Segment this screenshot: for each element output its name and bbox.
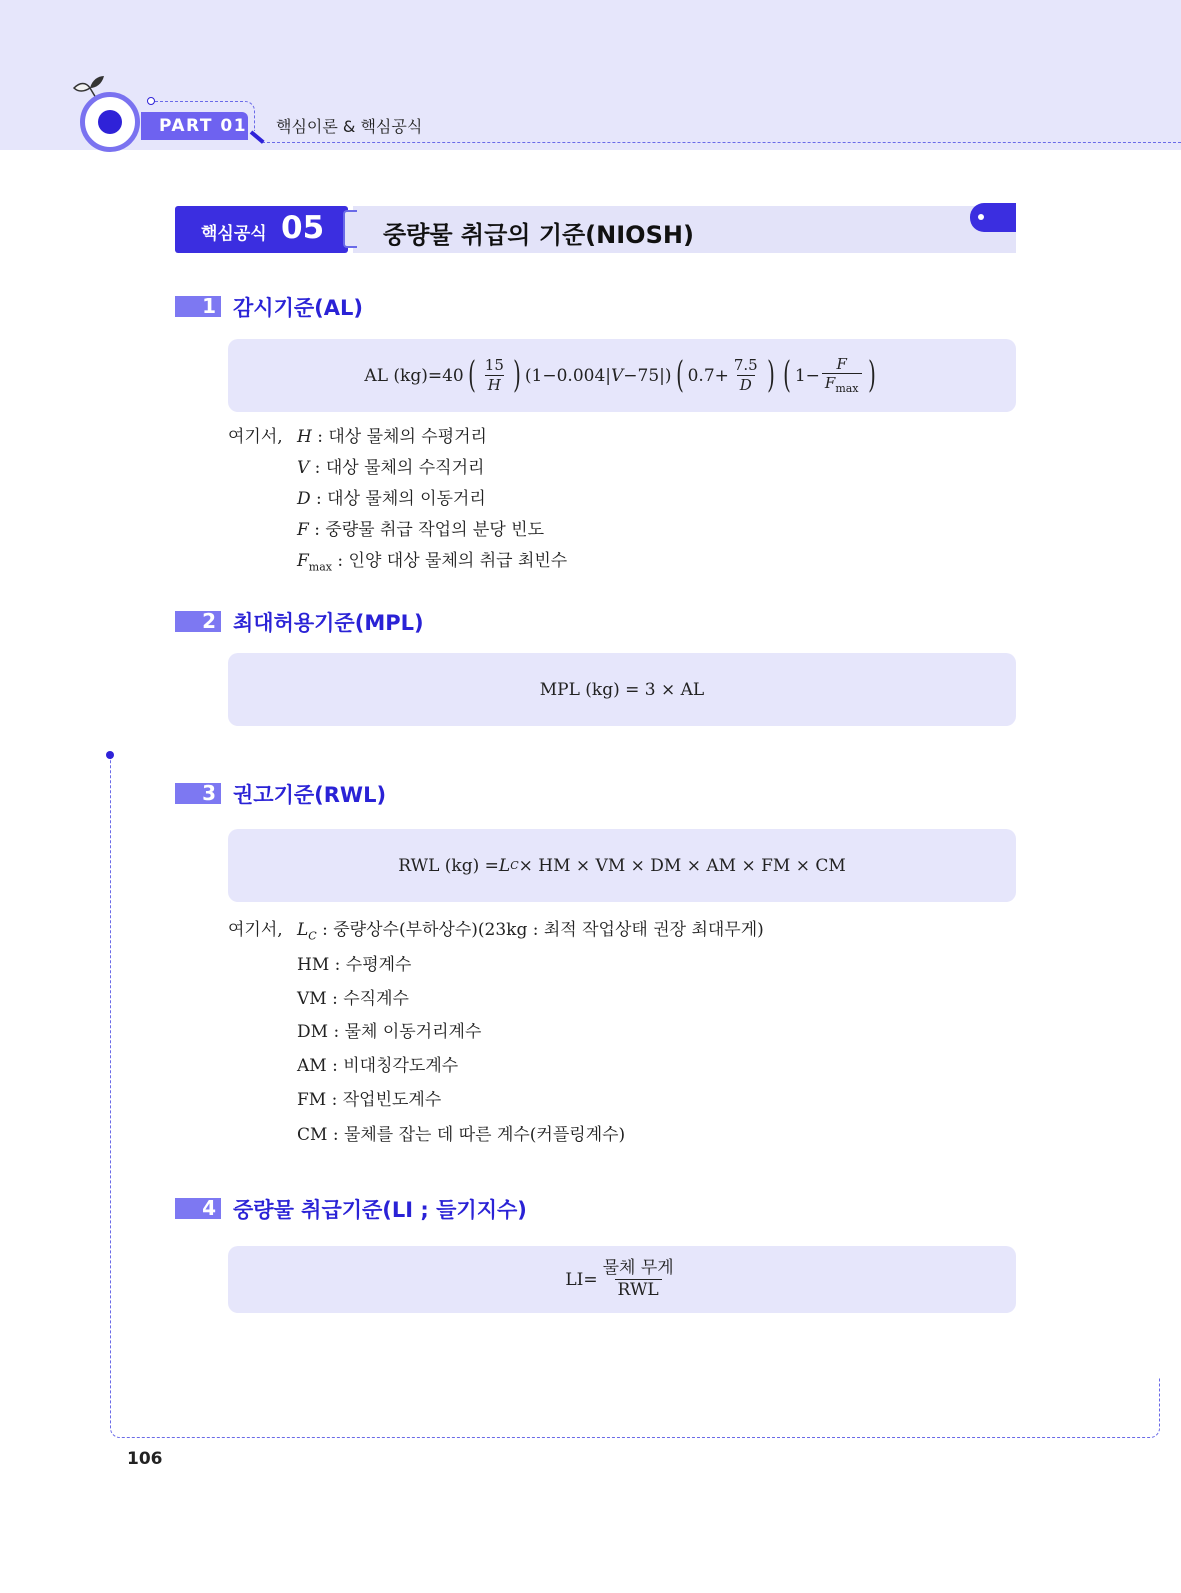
formula-mpl: MPL (kg) = 3 × AL	[539, 679, 705, 700]
section-number-box: 2	[175, 611, 221, 632]
page-number: 106	[127, 1449, 163, 1469]
formula-box-mpl	[228, 653, 1016, 726]
part-badge: PART 01	[141, 112, 248, 140]
definition-item: CM : 물체를 잡는 데 따른 계수(커플링계수)	[297, 1125, 626, 1145]
definition-item: V : 대상 물체의 수직거리	[297, 458, 485, 478]
definition-item: $L_C$ : 중량상수(부하상수)(23kg : 최적 작업상태 권장 최대무게)	[297, 920, 764, 943]
part-logo-icon	[80, 92, 140, 152]
definition-item: FM : 작업빈도계수	[297, 1090, 442, 1110]
formula-al: AL (kg)= 40 ( $\frac{15}{H}$ ) (1−0.004| V −75|) ( 0.7+ $\frac{7.5}{D}$ ) ( 1− $\frac{F}{F_{max}}$ )	[364, 354, 876, 396]
definition-item: $F_{max}$ : 인양 대상 물체의 취급 최빈수	[297, 551, 568, 574]
header-title: 핵심이론 & 핵심공식	[276, 117, 423, 136]
frame-dot	[106, 751, 114, 759]
definition-item: D : 대상 물체의 이동거리	[297, 489, 486, 509]
section-title: 최대허용기준(MPL)	[233, 611, 424, 635]
formula-box-li	[228, 1246, 1016, 1313]
section-number-box: 4	[175, 1198, 221, 1219]
definition-item: DM : 물체 이동거리계수	[297, 1022, 482, 1042]
section-number-box: 1	[175, 296, 221, 317]
definition-intro: 여기서,	[228, 427, 283, 447]
definition-item: F : 중량물 취급 작업의 분당 빈도	[297, 520, 545, 540]
formula-box-al	[228, 339, 1016, 412]
banner-badge	[175, 206, 348, 253]
formula-li: LI= $\frac{\text{물체 무게}}{\text{RWL}}$	[565, 1258, 674, 1300]
formula-rwl: RWL (kg) = L C × HM × VM × DM × AM × FM × CM	[398, 855, 846, 876]
banner-bracket	[343, 210, 357, 248]
connector-dot	[147, 97, 155, 105]
section-title: 중량물 취급기준(LI ; 들기지수)	[233, 1198, 527, 1222]
banner-tag-icon	[970, 203, 1016, 232]
definition-item: AM : 비대칭각도계수	[297, 1056, 459, 1076]
banner-number: 05	[281, 210, 325, 246]
header-divider	[262, 142, 1181, 143]
definition-item: H : 대상 물체의 수평거리	[297, 427, 487, 447]
formula-box-rwl	[228, 829, 1016, 902]
definition-item: HM : 수평계수	[297, 955, 412, 975]
section-title: 권고기준(RWL)	[233, 783, 387, 807]
definition-intro: 여기서,	[228, 920, 283, 940]
banner-title: 중량물 취급의 기준(NIOSH)	[383, 221, 694, 249]
section-number-box: 3	[175, 783, 221, 804]
banner-label: 핵심공식	[201, 224, 267, 244]
section-title: 감시기준(AL)	[233, 296, 363, 320]
definition-item: VM : 수직계수	[297, 989, 409, 1009]
